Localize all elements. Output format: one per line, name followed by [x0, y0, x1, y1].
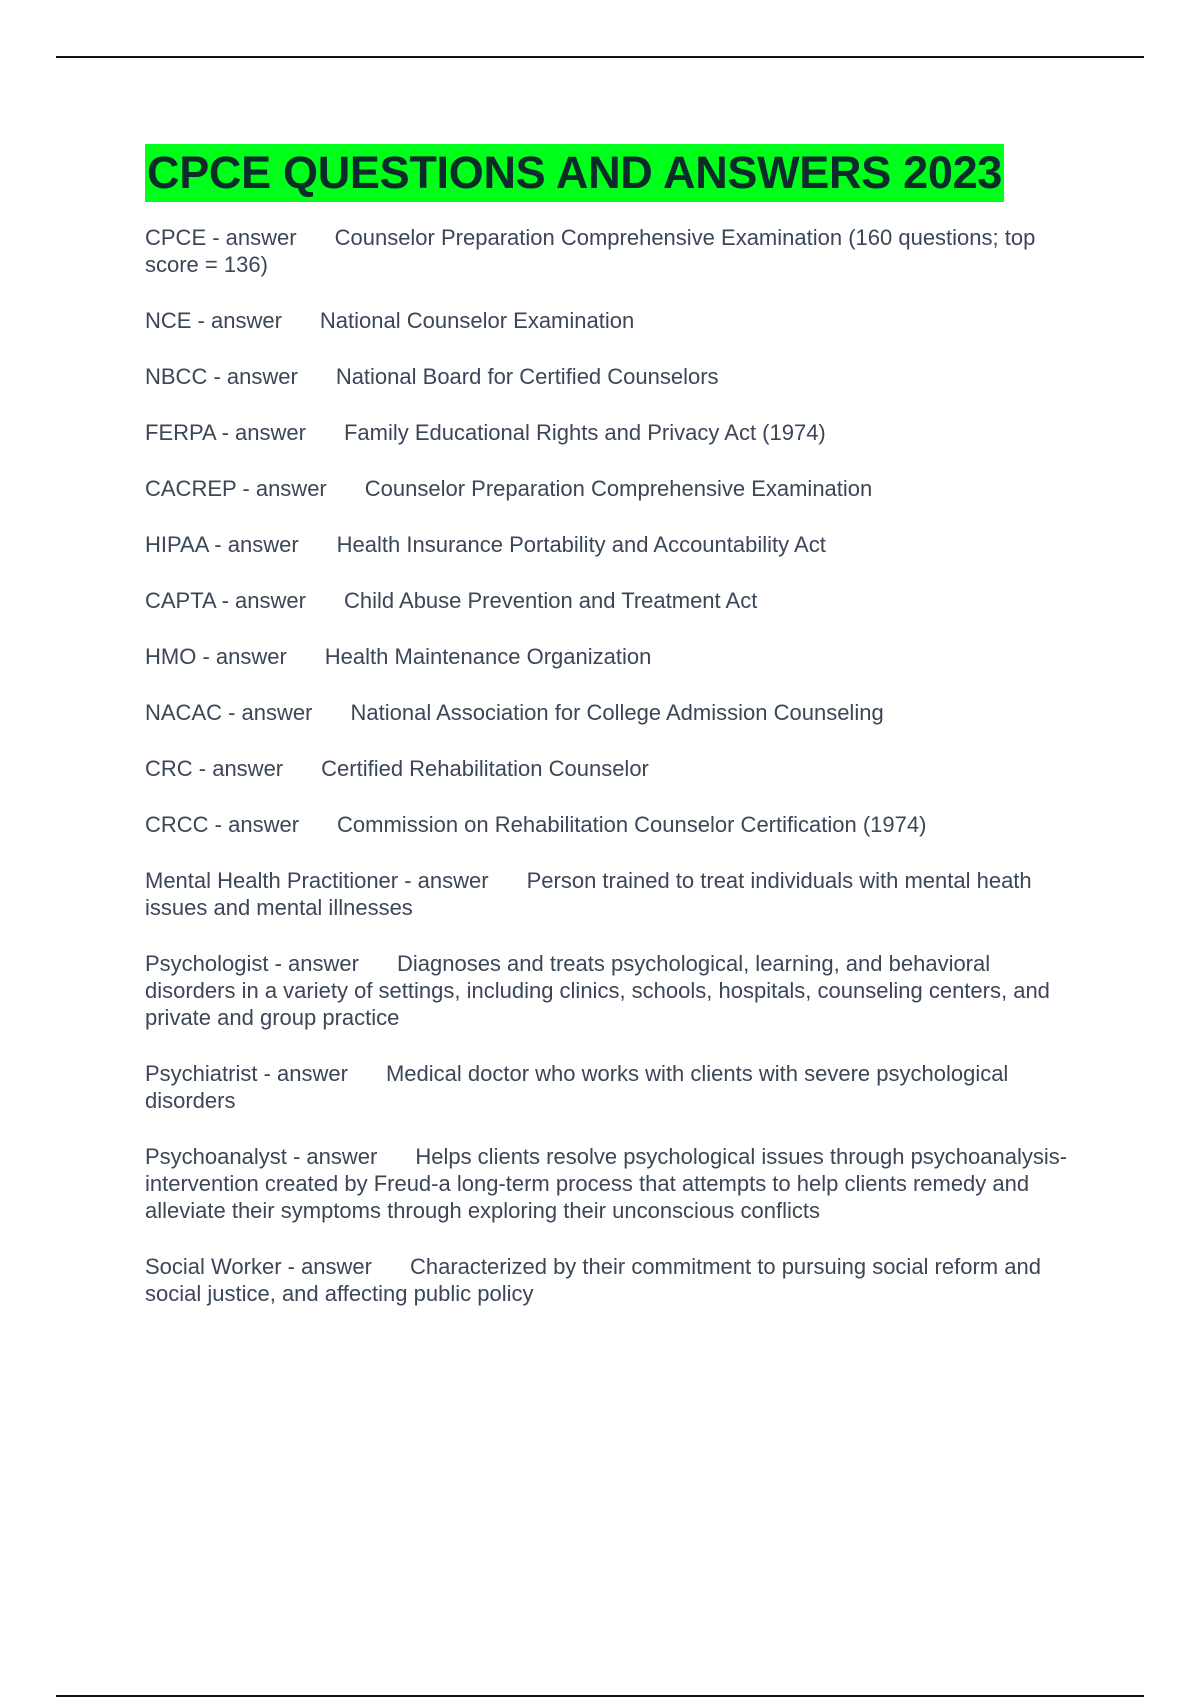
list-item [145, 1253, 1085, 1307]
term: HIPAA - answer [145, 532, 299, 557]
header-rule [56, 56, 1144, 58]
definition: Medical doctor who works with clients with severe psychological disorders [145, 1061, 1009, 1113]
list-item [145, 363, 1085, 390]
footer-rule [56, 1695, 1144, 1697]
definition: National Association for College Admission Counseling [350, 700, 884, 725]
term: NACAC - answer [145, 700, 313, 725]
list-item [145, 475, 1085, 502]
list-item [145, 307, 1085, 334]
definition: Diagnoses and treats psychological, learning, and behavioral disorders in a variety of settings, including clinics, schools, hospitals, counseling centers, and private and group practice [145, 951, 1050, 1030]
list-item [145, 1060, 1085, 1114]
definition: Child Abuse Prevention and Treatment Act [343, 588, 758, 613]
definition: National Board for Certified Counselors [335, 364, 719, 389]
document-title: CPCE QUESTIONS AND ANSWERS 2023 [145, 144, 1004, 202]
definition: National Counselor Examination [319, 308, 635, 333]
list-item [145, 643, 1085, 670]
definition: Helps clients resolve psychological issues through psychoanalysis-intervention created by Freud-a long-term process that attempts to help clients remedy and alleviate their symptoms through exploring their unconscious conflicts [145, 1144, 1068, 1223]
definition: Characterized by their commitment to pursuing social reform and social justice, and affecting public policy [145, 1254, 1041, 1306]
definition: Counselor Preparation Comprehensive Examination (160 questions; top score = 136) [145, 225, 1036, 277]
term: NBCC - answer [145, 364, 298, 389]
definition: Counselor Preparation Comprehensive Examination [364, 476, 873, 501]
definition: Health Insurance Portability and Accountability Act [336, 532, 826, 557]
term: CACREP - answer [145, 476, 327, 501]
definition: Health Maintenance Organization [324, 644, 652, 669]
qa-list [145, 224, 1085, 1307]
term: CRCC - answer [145, 812, 300, 837]
document-body [145, 144, 1085, 1336]
term: Psychologist - answer [145, 951, 359, 976]
term: NCE - answer [145, 308, 282, 333]
list-item [145, 531, 1085, 558]
list-item [145, 1143, 1085, 1224]
term: HMO - answer [145, 644, 287, 669]
term: CAPTA - answer [145, 588, 306, 613]
term: Social Worker - answer [145, 1254, 372, 1279]
term: Psychoanalyst - answer [145, 1144, 378, 1169]
term: CPCE - answer [145, 225, 297, 250]
term: FERPA - answer [145, 420, 306, 445]
definition: Certified Rehabilitation Counselor [321, 756, 649, 781]
list-item [145, 755, 1085, 782]
definition: Family Educational Rights and Privacy Act (1974) [343, 420, 826, 445]
list-item [145, 950, 1085, 1031]
definition: Commission on Rehabilitation Counselor Certification (1974) [337, 812, 927, 837]
definition: Person trained to treat individuals with mental heath issues and mental illnesses [145, 868, 1032, 920]
term: Mental Health Practitioner - answer [145, 868, 489, 893]
list-item [145, 867, 1085, 921]
list-item [145, 811, 1085, 838]
list-item [145, 419, 1085, 446]
list-item [145, 587, 1085, 614]
term: CRC - answer [145, 756, 284, 781]
term: Psychiatrist - answer [145, 1061, 348, 1086]
list-item [145, 224, 1085, 278]
list-item [145, 699, 1085, 726]
